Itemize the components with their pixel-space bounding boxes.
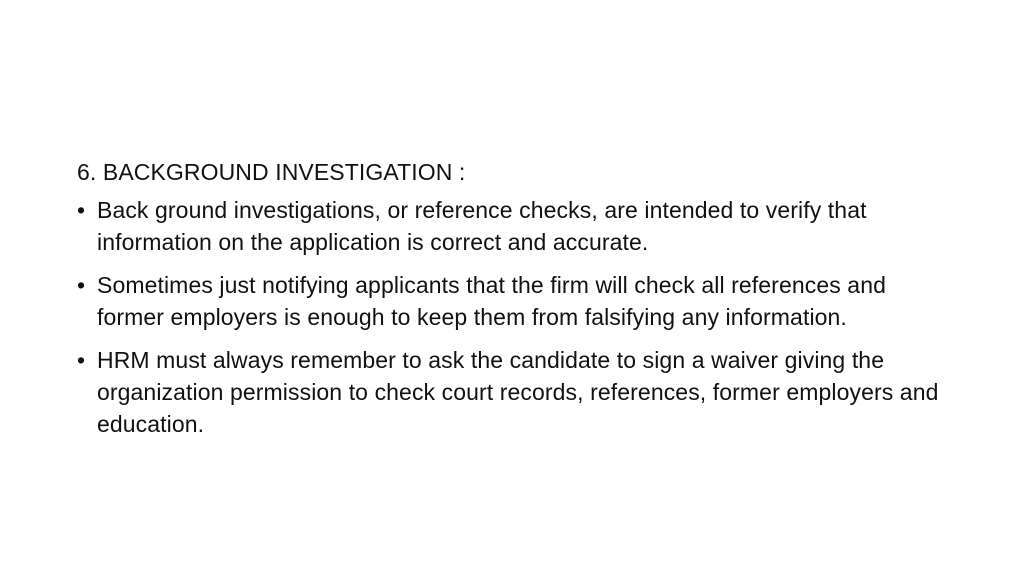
bullet-list: [77, 194, 957, 440]
bullet-point-icon: •: [77, 272, 86, 298]
bullet-item: [77, 344, 957, 440]
bullet-item: [77, 194, 957, 258]
bullet-text: Sometimes just notifying applicants that the firm will check all references and former employers is enough to keep them from falsifying any information.: [97, 272, 886, 330]
bullet-item: [77, 269, 957, 333]
bullet-point-icon: •: [77, 347, 86, 373]
bullet-text: HRM must always remember to ask the candidate to sign a waiver giving the organization permission to check court records, references, former employers and education.: [97, 347, 939, 437]
bullet-text: Back ground investigations, or reference checks, are intended to verify that information on the application is correct and accurate.: [97, 197, 867, 255]
bullet-point-icon: •: [77, 197, 86, 223]
slide-body: [77, 156, 957, 451]
section-heading: 6. BACKGROUND INVESTIGATION :: [77, 159, 466, 185]
